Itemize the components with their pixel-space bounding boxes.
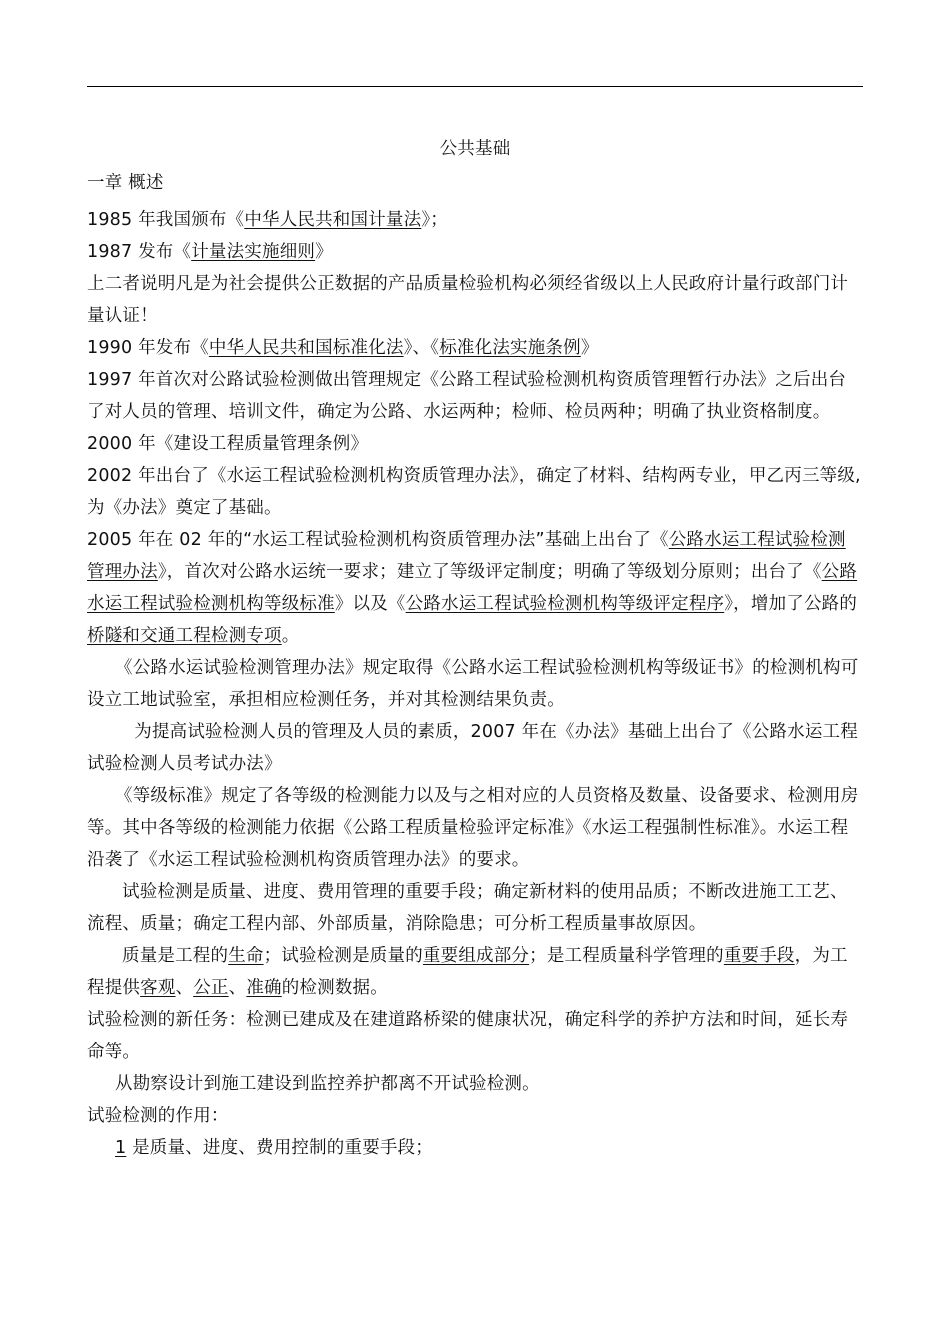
paragraph-2005: 2005 年在 02 年的“水运工程试验检测机构资质管理办法”基础上出台了《公路水运工程试验检测管理办法》，首次对公路水运统一要求；建立了等级评定制度；明确了等级划分原则；出台了《公路水运工程试验检测机构等级标准》以及《公路水运工程试验检测机构等级评定程序》，增加了公路的桥隧和交通工程检测专项。 [87, 530, 858, 646]
paragraph-2002: 2002 年出台了《水运工程试验检测机构资质管理办法》，确定了材料、结构两专业，甲乙丙三等级,为《办法》奠定了基础。 [87, 466, 861, 518]
paragraph-site-lab: 《公路水运试验检测管理办法》规定取得《公路水运工程试验检测机构等级证书》的检测机构可设立工地试验室，承担相应检测任务，并对其检测结果负责。 [87, 658, 859, 710]
paragraph-1985: 1985 年我国颁布《中华人民共和国计量法》； [87, 210, 448, 230]
chapter-heading: 一章 概述 [87, 173, 164, 193]
paragraph-2007: 为提高试验检测人员的管理及人员的素质，2007 年在《办法》基础上出台了《公路水运工程试验检测人员考试办法》 [87, 722, 858, 774]
paragraph-roles-heading: 试验检测的作用： [87, 1106, 229, 1126]
paragraph-1987: 1987 发布《计量法实施细则》 [87, 242, 333, 262]
paragraph-testing-means: 试验检测是质量、进度、费用管理的重要手段；确定新材料的使用品质；不断改进施工工艺、流程、质量；确定工程内部、外部质量，消除隐患；可分析工程质量事故原因。 [87, 882, 848, 934]
document-body [87, 133, 863, 1164]
paragraph-2000: 2000 年《建设工程质量管理条例》 [87, 434, 369, 454]
paragraph-1997: 1997 年首次对公路试验检测做出管理规定《公路工程试验检测机构资质管理暂行办法》之后出台了对人员的管理、培训文件，确定为公路、水运两种；检师、检员两种；明确了执业资格制度。 [87, 370, 847, 422]
paragraph-survey-to-maintenance: 从勘察设计到施工建设到监控养护都离不开试验检测。 [115, 1074, 540, 1094]
list-number: 1 [115, 1138, 127, 1158]
paragraph-grade-standard: 《等级标准》规定了各等级的检测能力以及与之相对应的人员资格及数量、设备要求、检测用房等。其中各等级的检测能力依据《公路工程质量检验评定标准》《水运工程强制性标准》。水运工程沿袭了《水运工程试验检测机构资质管理办法》的要求。 [87, 786, 859, 870]
list-item-1: 1 是质量、进度、费用控制的重要手段； [115, 1138, 434, 1158]
page-title: 公共基础 [439, 139, 511, 159]
paragraph-certification: 上二者说明凡是为社会提供公正数据的产品质量检验机构必须经省级以上人民政府计量行政部门计量认证！ [87, 274, 849, 326]
paragraph-quality-life: 质量是工程的生命；试验检测是质量的重要组成部分；是工程质量科学管理的重要手段，为工程提供客观、公正、准确的检测数据。 [87, 946, 848, 998]
header-rule [87, 86, 863, 87]
paragraph-1990: 1990 年发布《中华人民共和国标准化法》、《标准化法实施条例》 [87, 338, 599, 358]
paragraph-new-tasks: 试验检测的新任务：检测已建成及在建道路桥梁的健康状况，确定科学的养护方法和时间，延长寿命等。 [87, 1010, 849, 1062]
